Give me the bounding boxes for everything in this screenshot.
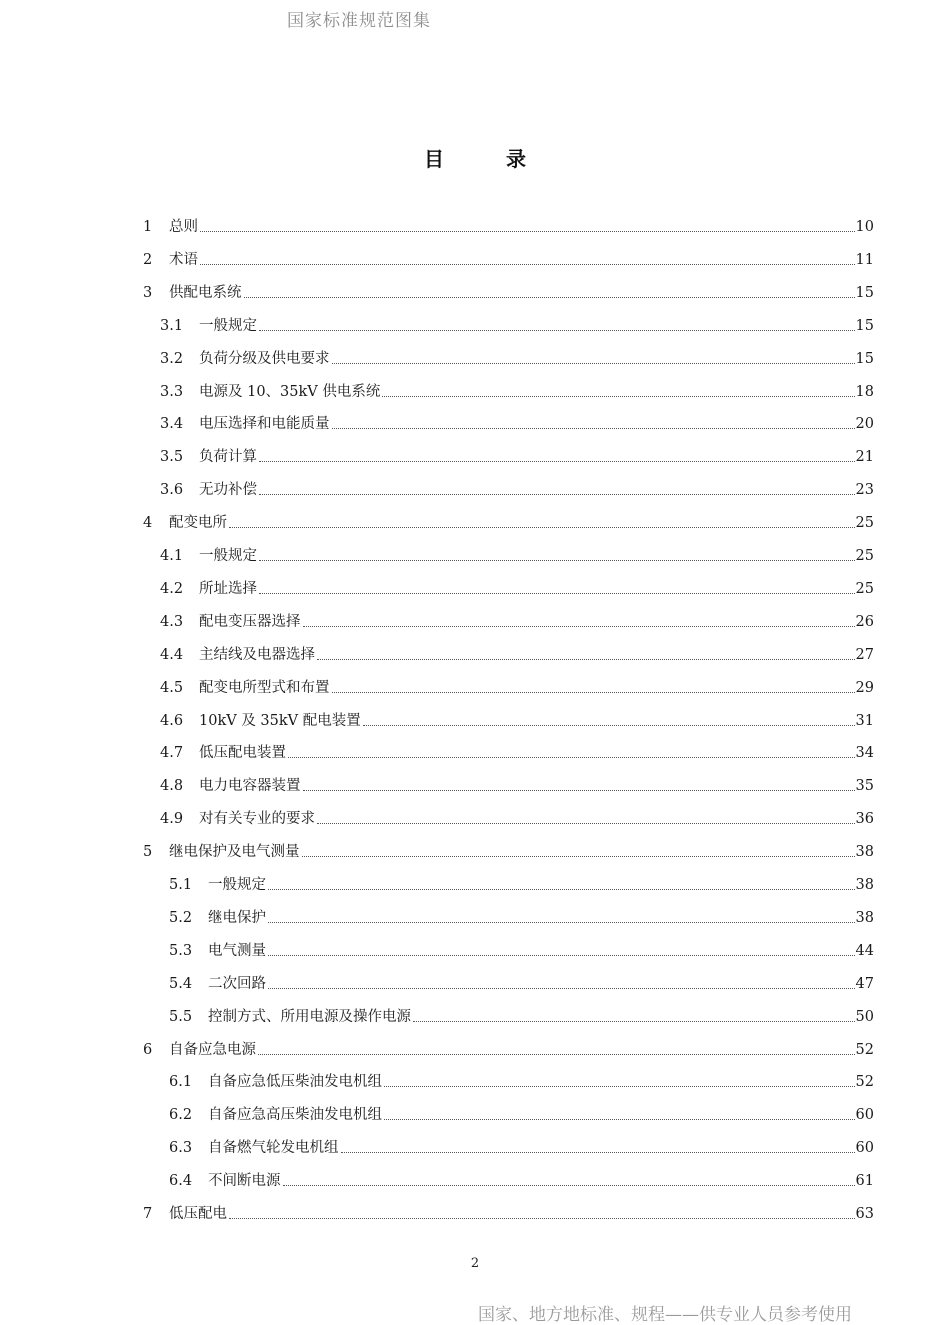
page-number: 2: [470, 1256, 480, 1271]
toc-entry-label: 电压选择和电能质量: [199, 416, 330, 432]
toc-entry-page: 15: [855, 318, 874, 334]
toc-entry-number: 5.2: [169, 910, 193, 926]
toc-entry-label: 继电保护及电气测量: [169, 844, 300, 860]
toc-entry-number: 3.1: [160, 318, 184, 334]
toc-entry[interactable]: [160, 707, 874, 731]
toc-entry-leader-dots: [332, 362, 855, 364]
toc-entry-page: 31: [855, 713, 874, 729]
toc-entry-page: 18: [855, 384, 874, 400]
toc-title-char-1: 目: [424, 147, 444, 171]
toc-entry-page: 38: [855, 877, 874, 893]
toc-entry[interactable]: [160, 476, 874, 500]
toc-entry[interactable]: [169, 937, 874, 961]
toc-entry-page: 36: [855, 811, 874, 827]
toc-entry-label: 总则: [169, 219, 198, 235]
toc-entry-leader-dots: [317, 822, 855, 824]
toc-entry-label: 所址选择: [199, 581, 257, 597]
toc-entry-leader-dots: [268, 987, 855, 989]
toc-entry-page: 38: [855, 844, 874, 860]
toc-entry-label: 一般规定: [208, 877, 266, 893]
toc-entry[interactable]: [143, 509, 874, 533]
toc-entry-leader-dots: [384, 1118, 855, 1120]
toc-entry-label: 继电保护: [208, 910, 266, 926]
toc-entry-page: 44: [855, 943, 874, 959]
toc-entry-page: 35: [855, 778, 874, 794]
toc-entry[interactable]: [160, 641, 874, 665]
toc-entry-page: 15: [855, 351, 874, 367]
toc-entry[interactable]: [169, 1167, 874, 1191]
toc-entry-page: 23: [855, 482, 874, 498]
toc-entry-number: 4: [143, 515, 153, 531]
toc-entry[interactable]: [160, 575, 874, 599]
toc-entry-page: 52: [855, 1074, 874, 1090]
toc-entry-label: 自备燃气轮发电机组: [208, 1140, 339, 1156]
toc-entry[interactable]: [143, 1036, 874, 1060]
toc-entry-number: 2: [143, 252, 153, 268]
toc-entry-number: 6.2: [169, 1107, 193, 1123]
toc-entry[interactable]: [169, 970, 874, 994]
toc-entry-number: 4.7: [160, 745, 184, 761]
toc-entry-leader-dots: [317, 658, 855, 660]
toc-entry-page: 25: [855, 515, 874, 531]
toc-entry-page: 25: [855, 548, 874, 564]
toc-entry-number: 4.2: [160, 581, 184, 597]
toc-entry-leader-dots: [341, 1151, 855, 1153]
toc-entry-number: 1: [143, 219, 153, 235]
toc-entry-leader-dots: [288, 756, 855, 758]
toc-entry-leader-dots: [200, 263, 855, 265]
toc-entry-leader-dots: [268, 954, 855, 956]
toc-entry-leader-dots: [259, 329, 855, 331]
toc-entry-number: 6.4: [169, 1173, 193, 1189]
toc-entry[interactable]: [143, 279, 874, 303]
toc-entry-number: 3: [143, 285, 153, 301]
toc-entry-leader-dots: [302, 855, 855, 857]
toc-entry-leader-dots: [382, 395, 854, 397]
toc-entry-label: 一般规定: [199, 318, 257, 334]
toc-entry[interactable]: [160, 608, 874, 632]
toc-entry-number: 3.2: [160, 351, 184, 367]
toc-entry-page: 61: [855, 1173, 874, 1189]
toc-entry-label: 10kV 及 35kV 配电装置: [199, 713, 361, 729]
toc-entry-label: 负荷计算: [199, 449, 257, 465]
toc-entry-page: 47: [855, 976, 874, 992]
toc-entry-leader-dots: [258, 1053, 855, 1055]
toc-entry-label: 供配电系统: [169, 285, 242, 301]
toc-entry[interactable]: [169, 1003, 874, 1027]
toc-entry-number: 6.3: [169, 1140, 193, 1156]
toc-entry-label: 无功补偿: [199, 482, 257, 498]
toc-entry-number: 4.3: [160, 614, 184, 630]
toc-entry[interactable]: [143, 1200, 874, 1224]
toc-entry-page: 25: [855, 581, 874, 597]
toc-entry-label: 控制方式、所用电源及操作电源: [208, 1009, 411, 1025]
toc-entry-number: 6.1: [169, 1074, 193, 1090]
toc-entry-leader-dots: [259, 460, 855, 462]
toc-entry[interactable]: [143, 838, 874, 862]
toc-entry-page: 50: [855, 1009, 874, 1025]
toc-entry-label: 配变电所: [169, 515, 227, 531]
toc-entry[interactable]: [169, 904, 874, 928]
toc-entry[interactable]: [143, 213, 874, 237]
toc-entry-number: 5.3: [169, 943, 193, 959]
toc-entry-leader-dots: [268, 921, 855, 923]
toc-entry-label: 低压配电装置: [199, 745, 286, 761]
toc-entry-page: 27: [855, 647, 874, 663]
toc-entry-page: 21: [855, 449, 874, 465]
toc-entry-label: 低压配电: [169, 1206, 227, 1222]
toc-entry-leader-dots: [303, 625, 855, 627]
toc-entry-page: 20: [855, 416, 874, 432]
toc-entry-number: 5.1: [169, 877, 193, 893]
toc-entry-page: 15: [855, 285, 874, 301]
toc-entry-number: 4.1: [160, 548, 184, 564]
toc-entry-page: 52: [855, 1042, 874, 1058]
toc-entry[interactable]: [160, 805, 874, 829]
toc-entry-leader-dots: [259, 592, 855, 594]
toc-entry-number: 5: [143, 844, 153, 860]
toc-entry[interactable]: [160, 378, 874, 402]
toc-entry[interactable]: [169, 1134, 874, 1158]
toc-entry-leader-dots: [268, 888, 855, 890]
toc-entry-number: 4.4: [160, 647, 184, 663]
toc-entry-number: 4.6: [160, 713, 184, 729]
toc-entry-leader-dots: [229, 1217, 855, 1219]
toc-entry-label: 主结线及电器选择: [199, 647, 315, 663]
toc-entry-leader-dots: [413, 1020, 855, 1022]
toc-entry-leader-dots: [244, 296, 855, 298]
toc-entry-label: 自备应急高压柴油发电机组: [208, 1107, 382, 1123]
toc-entry[interactable]: [169, 1068, 874, 1092]
toc-entry[interactable]: [169, 871, 874, 895]
toc-entry[interactable]: [160, 345, 874, 369]
toc-entry-label: 配变电所型式和布置: [199, 680, 330, 696]
toc-entry-number: 7: [143, 1206, 153, 1222]
header-watermark: 国家标准规范图集: [287, 11, 431, 31]
toc-entry-page: 26: [855, 614, 874, 630]
toc-entry-label: 对有关专业的要求: [199, 811, 315, 827]
toc-entry[interactable]: [160, 739, 874, 763]
footer-watermark: 国家、地方地标准、规程——供专业人员参考使用: [478, 1305, 852, 1325]
toc-entry-label: 自备应急低压柴油发电机组: [208, 1074, 382, 1090]
toc-entry-leader-dots: [283, 1184, 855, 1186]
toc-entry[interactable]: [160, 674, 874, 698]
toc-entry-number: 4.9: [160, 811, 184, 827]
toc-entry-leader-dots: [332, 427, 855, 429]
toc-entry[interactable]: [160, 443, 874, 467]
toc-entry-number: 5.4: [169, 976, 193, 992]
toc-entry[interactable]: [160, 410, 874, 434]
toc-entry-leader-dots: [229, 526, 855, 528]
toc-title-char-2: 录: [506, 147, 526, 171]
toc-entry-label: 自备应急电源: [169, 1042, 256, 1058]
toc-entry-label: 负荷分级及供电要求: [199, 351, 330, 367]
toc-entry-label: 一般规定: [199, 548, 257, 564]
toc-entry-number: 6: [143, 1042, 153, 1058]
toc-entry-page: 11: [855, 252, 874, 268]
toc-entry-number: 4.8: [160, 778, 184, 794]
toc-entry-label: 术语: [169, 252, 198, 268]
toc-entry[interactable]: [160, 312, 874, 336]
toc-entry[interactable]: [169, 1101, 874, 1125]
toc-entry-label: 电气测量: [208, 943, 266, 959]
toc-entry[interactable]: [143, 246, 874, 270]
toc-entry-leader-dots: [384, 1085, 855, 1087]
toc-entry-page: 34: [855, 745, 874, 761]
toc-entry[interactable]: [160, 542, 874, 566]
toc-entry-number: 3.3: [160, 384, 184, 400]
toc-entry-label: 不间断电源: [208, 1173, 281, 1189]
toc-entry-number: 5.5: [169, 1009, 193, 1025]
toc-entry-number: 3.6: [160, 482, 184, 498]
toc-entry-leader-dots: [200, 230, 855, 232]
toc-entry-leader-dots: [363, 724, 855, 726]
toc-entry-page: 10: [855, 219, 874, 235]
toc-entry[interactable]: [160, 772, 874, 796]
toc-title: [0, 143, 950, 172]
toc-entry-leader-dots: [303, 789, 855, 791]
toc-entry-number: 3.4: [160, 416, 184, 432]
toc-entry-label: 电源及 10、35kV 供电系统: [199, 384, 381, 400]
toc-entry-page: 60: [855, 1107, 874, 1123]
toc-entry-page: 63: [855, 1206, 874, 1222]
toc-entry-label: 电力电容器装置: [199, 778, 301, 794]
toc-entry-leader-dots: [259, 559, 855, 561]
toc-entry-page: 60: [855, 1140, 874, 1156]
toc-entry-label: 配电变压器选择: [199, 614, 301, 630]
toc-entry-leader-dots: [259, 493, 855, 495]
toc-entry-label: 二次回路: [208, 976, 266, 992]
toc-entry-page: 29: [855, 680, 874, 696]
toc-entry-number: 4.5: [160, 680, 184, 696]
toc-entry-page: 38: [855, 910, 874, 926]
toc-entry-leader-dots: [332, 691, 855, 693]
toc-entry-number: 3.5: [160, 449, 184, 465]
